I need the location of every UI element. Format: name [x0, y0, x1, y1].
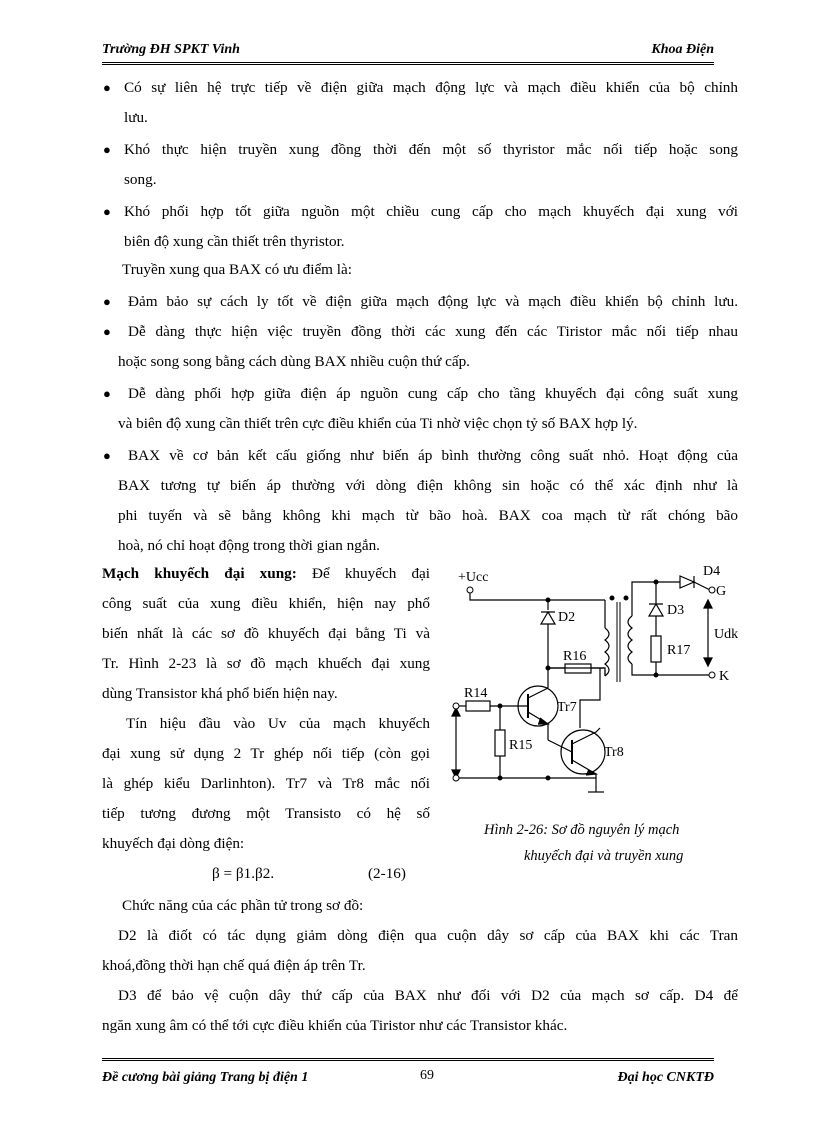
label-d2: D2 [558, 610, 576, 625]
bullet-a2-line1: Khó thực hiện truyền xung đồng thời đến một số thyristor mắc nối tiếp hoặc song [124, 141, 738, 158]
bullet-icon: ● [103, 324, 111, 339]
label-d3: D3 [667, 603, 685, 618]
formula-number: (2-16) [368, 865, 406, 882]
bullet-b3-line2: và biên độ xung cần thiết trên cực điều khiển của Ti nhờ việc chọn tỷ số BAX hợp lý. [118, 415, 638, 432]
formula: β = β1.β2. [212, 865, 275, 882]
section-first-line [102, 564, 430, 584]
section-line8: là ghép kiểu Darlinhton). Tr7 và Tr8 mắc nối [102, 775, 430, 792]
bullet-icon: ● [103, 448, 111, 463]
label-d4: D4 [703, 564, 721, 579]
figure-caption-line2: khuyếch đại và truyền xung [524, 848, 684, 864]
label-r15: R15 [509, 738, 533, 753]
label-tr7: Tr7 [557, 700, 577, 715]
figure-caption-line1: Hình 2-26: Sơ đồ nguyên lý mạch [484, 822, 680, 838]
bullet-a1-line1: Có sự liên hệ trực tiếp về điện giữa mạch động lực và mạch điều khiển của bộ chỉnh [124, 79, 738, 96]
d2-line1: D2 là điốt có tác dụng giảm dòng điện qua cuộn dây sơ cấp của BAX khi các Tran [118, 927, 738, 944]
bullet-b2-line2: hoặc song song bằng cách dùng BAX nhiều cuộn thứ cấp. [118, 353, 470, 370]
bullet-icon: ● [103, 142, 111, 157]
label-g: G [716, 584, 727, 599]
section-line7: đại xung sử dụng 2 Tr ghép nối tiếp (còn gọi [102, 745, 430, 762]
bullet-a1-line2: lưu. [124, 109, 148, 126]
footer-university: Đại học CNKTĐ [617, 1070, 714, 1085]
d2-line2: khoá,đồng thời hạn chế quá điện áp trên Tr. [102, 957, 366, 974]
section-line9: tiếp tương đương một Transisto có hệ số [102, 805, 430, 822]
d3-line2: ngăn xung âm có thể tới cực điều khiển của Tiristor như các Transistor khác. [102, 1017, 568, 1034]
bullet-a3-line2: biên độ xung cần thiết trên thyristor. [124, 233, 345, 250]
label-r16: R16 [563, 649, 587, 664]
bullet-b3-line1: Dễ dàng phối hợp giữa điện áp nguồn cung cấp cho tầng khuyếch đại công suất xung [128, 385, 738, 402]
bullet-b1-line1: Đảm bảo sự cách ly tốt về điện giữa mạch động lực và mạch điều khiển bộ chỉnh lưu. [128, 293, 738, 310]
page-header [102, 38, 714, 65]
section-line5: dùng Transistor khá phổ biến hiện nay. [102, 685, 338, 702]
bullet-icon: ● [103, 386, 111, 401]
bullet-b4-line4: hoà, nó chỉ hoạt động trong thời gian ngắn. [118, 537, 380, 554]
label-r14: R14 [464, 686, 488, 701]
section-line4: Tr. Hình 2-23 là sơ đồ mạch khuếch đại xung [102, 655, 430, 672]
bullet-a3-line1: Khó phối hợp tốt giữa nguồn một chiều cung cấp cho mạch khuyếch đại xung với [124, 203, 738, 220]
circuit-diagram [448, 562, 748, 812]
label-tr8: Tr8 [604, 745, 624, 760]
header-faculty: Khoa Điện [651, 42, 714, 57]
bullet-b4-line3: phi tuyến và sẽ bằng không khi mạch từ bão hoà. BAX coa mạch từ rất chóng bão [118, 507, 738, 524]
label-ucc: +Ucc [458, 570, 489, 585]
section-line3: biến nhất là các sơ đồ khuyếch đại bằng Ti và [102, 625, 430, 642]
bax-intro: Truyền xung qua BAX có ưu điểm là: [122, 261, 352, 278]
page-number: 69 [420, 1068, 434, 1083]
bullet-a2-line2: song. [124, 171, 157, 188]
bullet-b4-line1: BAX về cơ bản kết cấu giống như biến áp bình thường công suất nhỏ. Hoạt động của [128, 447, 738, 464]
func-heading: Chức năng của các phần tử trong sơ đồ: [122, 897, 364, 914]
d3-line1: D3 để bảo vệ cuộn dây thứ cấp của BAX như đối với D2 của mạch sơ cấp. D4 để [118, 987, 738, 1004]
header-school: Trường ĐH SPKT Vinh [102, 42, 240, 57]
section-line10: khuyếch đại dòng điện: [102, 835, 245, 852]
section-line2: công suất của xung điều khiển, hiện nay phổ [102, 595, 430, 612]
label-udk: Udk [714, 627, 739, 642]
section-heading: Mạch khuyếch đại xung: [102, 565, 297, 582]
bullet-icon: ● [103, 204, 111, 219]
label-k: K [719, 669, 730, 684]
label-r17: R17 [667, 643, 691, 658]
section-line6: Tín hiệu đầu vào Uv của mạch khuyếch [126, 715, 430, 732]
bullet-icon: ● [103, 294, 111, 309]
bullet-b4-line2: BAX tương tự biến áp thường với dòng điện không sin hoặc có thể xác định như là [118, 477, 738, 494]
footer-course: Đề cương bài giảng Trang bị điện 1 [102, 1070, 309, 1085]
section-line1: Để khuyếch đại [311, 565, 430, 582]
bullet-b2-line1: Dễ dàng thực hiện việc truyền đồng thời các xung đến các Tiristor mắc nối tiếp nhau [128, 323, 738, 340]
bullet-icon: ● [103, 80, 111, 95]
